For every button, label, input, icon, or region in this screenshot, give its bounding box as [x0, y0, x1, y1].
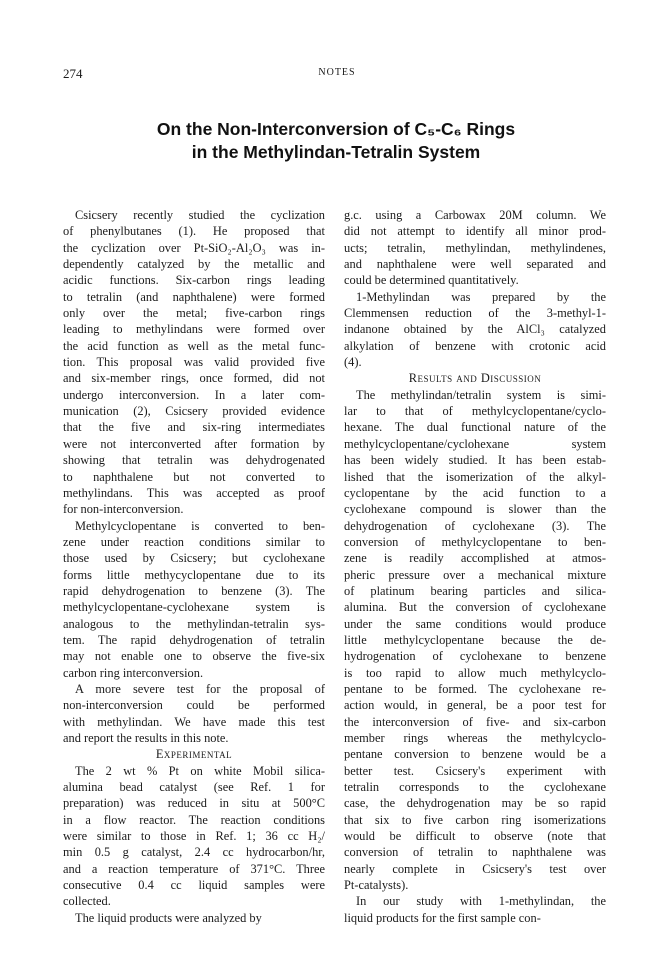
text-line: pheric pressure over a mechanical mixture [344, 567, 606, 582]
text-line: cyclopentane by the acid function to a [344, 485, 606, 500]
left-column [63, 207, 325, 926]
section-name: NOTES [318, 67, 356, 78]
text-line: dehydrogenation of cyclohexane (3). The [344, 518, 606, 533]
text-line: Pt-catalysts). [344, 878, 409, 893]
text-line: has been widely studied. It has been estab- [344, 453, 606, 468]
text-line: and six-member rings, once formed, did not [63, 371, 325, 386]
text-line: Clemmensen reduction of the 3-methyl-1- [344, 306, 606, 321]
text-line: acidic functions. Six-carbon rings leading [63, 273, 325, 288]
text-line: zene is readily accomplished at atmos- [344, 551, 606, 566]
text-line: were similar to those in Ref. 1; 36 cc H₂/ [63, 829, 325, 844]
text-line: g.c. using a Carbowax 20M column. We [344, 208, 606, 222]
text-line: would be difficult to observe (note that [344, 829, 606, 844]
text-line: better test. Csicsery's experiment with [344, 763, 606, 778]
text-line: those used by Csicsery; but cyclohexane [63, 551, 325, 566]
text-line: rapid dehydrogenation to benzene (3). The [63, 583, 325, 598]
text-line: action would, in general, be a poor test for [344, 698, 606, 713]
text-line: The methylindan/tetralin system is simi- [356, 387, 606, 402]
text-line: pentane to be formed. The cyclohexane re- [344, 681, 606, 696]
text-line: leading to methylindans were formed over [63, 322, 325, 337]
text-line: could be determined quantitatively. [344, 273, 519, 288]
text-line: alumina bead catalyst (see Ref. 1 for [63, 780, 325, 795]
text-line: analogous to the methylindan-tetralin sys- [63, 616, 325, 631]
section-heading: Experimental [155, 747, 233, 762]
text-line: methylcyclopentane/cyclohexane system [344, 436, 606, 451]
text-line: (4). [344, 355, 362, 370]
text-line: forms little methycyclopentane due to its [63, 567, 325, 582]
text-line: Csicsery recently studied the cyclization [75, 208, 325, 222]
text-line: case, the dehydrogenation may be so rapid [344, 796, 606, 811]
text-line: may not enable one to observe the five-six [63, 649, 325, 664]
text-line: the interconversion of five- and six-carbon [344, 714, 606, 729]
text-line: min 0.5 g catalyst, 2.4 cc hydrocarbon/hr, [63, 845, 325, 860]
text-line: hydrogenation of cyclohexane to benzene [344, 649, 606, 664]
text-line: to naphthalene but not converted to [63, 469, 325, 484]
text-line: the acid function as well as the metal func- [63, 338, 325, 353]
title-line-2: in the Methylindan-Tetralin System [191, 142, 481, 162]
text-line: non-interconversion could be performed [63, 698, 325, 713]
text-line: little methylcyclopentane because the de- [344, 632, 606, 647]
text-line: carbon ring interconversion. [63, 665, 204, 680]
text-line: indanone obtained by the AlCl₃ catalyzed [344, 322, 606, 337]
text-line: methylcyclopentane-cyclohexane system is [63, 600, 325, 615]
text-line: that six to five carbon ring isomerizations [344, 812, 606, 827]
text-line: did not attempt to identify all minor prod- [344, 224, 606, 239]
text-line: showing that tetralin was dehydrogenated [63, 453, 325, 468]
text-line: of platinum bearing particles and silica- [344, 583, 606, 598]
text-line: only over the metal; five-carbon rings [63, 306, 325, 321]
text-line: for non-interconversion. [63, 502, 184, 517]
text-line: under the same conditions would produce [344, 616, 606, 631]
text-line: Methylcyclopentane is converted to ben- [75, 518, 325, 533]
text-line: hexane. The dual functional nature of the [344, 420, 606, 435]
text-line: A more severe test for the proposal of [75, 681, 325, 696]
text-line: undergo interconversion. In a later com- [63, 387, 325, 402]
text-line: ucts; tetralin, methylindan, methylindenes, [344, 240, 606, 255]
text-line: were not interconverted after formation by [63, 436, 325, 451]
text-line: tetralin corresponds to the cyclohexane [344, 780, 606, 795]
text-line: with methylindan. We have made this test [63, 714, 325, 729]
text-line: lar to that of methylcyclopentane/cyclo- [344, 404, 606, 419]
text-line: that the five and six-ring intermediates [63, 420, 325, 435]
text-line: collected. [63, 894, 111, 909]
text-line: to tetralin (and naphthalene) were formed [63, 289, 325, 304]
text-line: conversion of methylcyclopentane to ben- [344, 534, 606, 549]
text-line: zene under reaction conditions similar to [63, 534, 325, 549]
text-line: and report the results in this note. [63, 731, 229, 745]
text-line: member rings whereas the methylcyclo- [344, 731, 606, 745]
text-line: The liquid products were analyzed by [75, 910, 262, 925]
text-line: and naphthalene were well separated and [344, 257, 606, 272]
text-line: alkylation of benzene with crotonic acid [344, 338, 606, 353]
text-line: munication (2), Csicsery provided evidence [63, 404, 325, 419]
page-number: 274 [63, 66, 83, 81]
text-line: tem. The rapid dehydrogenation of tetralin [63, 632, 325, 647]
text-line: tion. This proposal was valid provided five [63, 355, 325, 370]
text-line: The 2 wt % Pt on white Mobil silica- [75, 763, 325, 778]
text-line: conversion of tetralin to naphthalene was [344, 845, 606, 860]
text-line: and a reaction temperature of 371°C. Three [63, 861, 325, 876]
text-line: the cyclization over Pt-SiO₂-Al₂O₃ was in- [63, 240, 325, 255]
text-line: cyclohexane compound is slower than the [344, 502, 606, 517]
text-line: methylindans. This was accepted as proof [63, 485, 325, 500]
text-line: In our study with 1-methylindan, the [356, 894, 606, 909]
right-column [344, 207, 606, 926]
text-line: of phenylbutanes (1). He proposed that [63, 224, 325, 239]
text-line: lished that the isomerization of the alkyl- [344, 469, 606, 484]
title-line-1: On the Non-Interconversion of C₅-C₆ Rings [156, 119, 516, 139]
text-line: dependently catalyzed by the metallic and [63, 257, 325, 272]
section-heading: Results and Discussion [408, 371, 542, 386]
text-line: alumina. But the conversion of cyclohexane [344, 600, 606, 615]
text-line: consecutive 0.4 cc liquid samples were [63, 878, 325, 893]
text-line: liquid products for the first sample con- [344, 910, 541, 925]
text-line: preparation) was reduced in situ at 500°C [63, 796, 325, 811]
text-line: in a flow reactor. The reaction conditions [63, 812, 325, 827]
text-line: nearly complete in Csicsery's test over [344, 861, 606, 876]
text-line: is too rapid to allow much methylcyclo- [344, 665, 606, 680]
article-title [60, 118, 612, 164]
text-line: 1-Methylindan was prepared by the [356, 289, 606, 304]
running-head [63, 66, 611, 82]
text-line: pentane conversion to benzene would be a [344, 747, 606, 762]
